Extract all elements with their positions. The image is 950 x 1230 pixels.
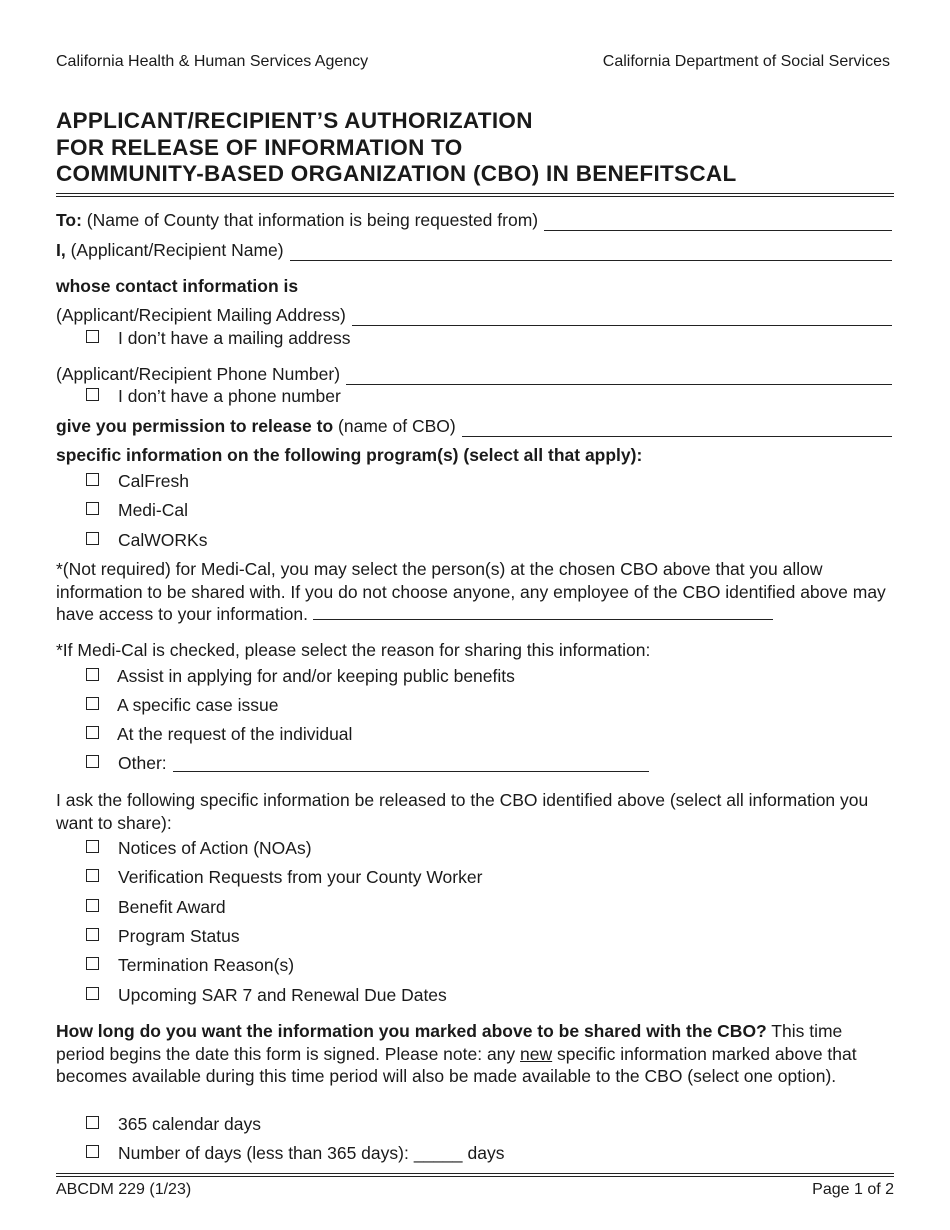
address-label: (Applicant/Recipient Mailing Address) xyxy=(56,305,346,325)
cbo-person-input-line[interactable] xyxy=(313,605,773,620)
program-checkbox-calworks[interactable] xyxy=(86,529,207,551)
info-checkbox-verification[interactable] xyxy=(86,866,482,888)
to-label-bold: To: xyxy=(56,210,82,230)
footer-divider xyxy=(56,1173,894,1177)
duration-text-a: This time period begins the date this form is signed. Please note: any xyxy=(56,1021,843,1064)
program-label: CalWORKs xyxy=(118,530,208,550)
info-label: Notices of Action (NOAs) xyxy=(118,838,312,858)
info-label: Verification Requests from your County Worker xyxy=(118,867,483,887)
cbo-field[interactable] xyxy=(56,415,892,437)
checkbox-box[interactable] xyxy=(86,755,99,768)
duration-option-label: Number of days (less than 365 days): xyxy=(118,1143,409,1163)
checkbox-box[interactable] xyxy=(86,899,99,912)
medi-cal-note-text: *(Not required) for Medi-Cal, you may select the person(s) at the chosen CBO above that you allow information to be shared with. If you do not choose anyone, any employee of the CBO identified above may have access to your information. xyxy=(56,559,886,624)
checkbox-box[interactable] xyxy=(86,957,99,970)
info-checkbox-benefit-award[interactable] xyxy=(86,896,226,918)
name-field[interactable] xyxy=(56,239,892,261)
other-input-line[interactable] xyxy=(173,755,649,772)
other-label: Other: xyxy=(118,753,167,773)
checkbox-box[interactable] xyxy=(86,840,99,853)
reason-label: Assist in applying for and/or keeping public benefits xyxy=(117,666,515,686)
duration-paragraph xyxy=(56,1020,892,1088)
checkbox-box[interactable] xyxy=(86,502,99,515)
address-input-line[interactable] xyxy=(352,309,892,326)
reason-label: A specific case issue xyxy=(117,695,279,715)
info-checkbox-program-status[interactable] xyxy=(86,925,240,947)
county-field[interactable] xyxy=(56,209,892,231)
checkbox-box[interactable] xyxy=(86,388,99,401)
duration-checkbox-custom[interactable] xyxy=(86,1142,504,1164)
agency-name: California Health & Human Services Agency xyxy=(56,53,369,70)
info-checkbox-termination[interactable] xyxy=(86,954,294,976)
reason-checkbox-assist[interactable] xyxy=(86,665,515,687)
duration-option-label: 365 calendar days xyxy=(118,1114,262,1134)
days-input-blank[interactable]: _____ xyxy=(413,1143,463,1163)
reason-checkbox-other[interactable] xyxy=(86,752,649,774)
info-label: Upcoming SAR 7 and Renewal Due Dates xyxy=(118,985,447,1005)
info-label: Benefit Award xyxy=(118,897,226,917)
checkbox-box[interactable] xyxy=(86,330,99,343)
cbo-input-line[interactable] xyxy=(462,420,892,437)
phone-label: (Applicant/Recipient Phone Number) xyxy=(56,364,341,384)
programs-heading: specific information on the following program(s) (select all that apply): xyxy=(56,445,643,465)
no-address-checkbox[interactable] xyxy=(86,327,351,349)
info-checkbox-sar7[interactable] xyxy=(86,984,447,1006)
checkbox-box[interactable] xyxy=(86,668,99,681)
checkbox-box[interactable] xyxy=(86,1145,99,1158)
title-line-2: FOR RELEASE OF INFORMATION TO xyxy=(56,134,463,160)
checkbox-box[interactable] xyxy=(86,532,99,545)
checkbox-box[interactable] xyxy=(86,1116,99,1129)
title-line-3: COMMUNITY-BASED ORGANIZATION (CBO) IN BENEFITSCAL xyxy=(56,161,737,186)
county-input-line[interactable] xyxy=(544,214,892,231)
program-checkbox-medi-cal[interactable] xyxy=(86,499,188,521)
reason-checkbox-case-issue[interactable] xyxy=(86,694,278,716)
checkbox-box[interactable] xyxy=(86,473,99,486)
checkbox-box[interactable] xyxy=(86,928,99,941)
checkbox-box[interactable] xyxy=(86,697,99,710)
program-checkbox-calfresh[interactable] xyxy=(86,470,189,492)
duration-question: How long do you want the information you marked above to be shared with the CBO? xyxy=(56,1021,767,1041)
duration-new: new xyxy=(520,1043,553,1064)
reason-label: At the request of the individual xyxy=(117,724,353,744)
information-heading: I ask the following specific information be released to the CBO identified above (select all information you want to share): xyxy=(56,790,869,833)
program-label: Medi-Cal xyxy=(118,500,189,520)
contact-heading: whose contact information is xyxy=(56,276,299,296)
program-label: CalFresh xyxy=(118,471,189,491)
i-label-bold: I, xyxy=(56,240,66,260)
checkbox-box[interactable] xyxy=(86,869,99,882)
name-label: (Applicant/Recipient Name) xyxy=(65,240,284,260)
form-id: ABCDM 229 (1/23) xyxy=(56,1181,192,1198)
medi-cal-note xyxy=(56,558,892,626)
days-suffix: days xyxy=(467,1143,505,1163)
info-checkbox-noas[interactable] xyxy=(86,837,312,859)
checkbox-box[interactable] xyxy=(86,726,99,739)
title-divider xyxy=(56,193,894,197)
cbo-label: (name of CBO) xyxy=(333,416,456,436)
form-title xyxy=(56,108,894,188)
reasons-heading: *If Medi-Cal is checked, please select the reason for sharing this information: xyxy=(56,640,651,660)
county-label: (Name of County that information is being requested from) xyxy=(81,210,539,230)
no-phone-checkbox[interactable] xyxy=(86,385,341,407)
checkbox-box[interactable] xyxy=(86,987,99,1000)
duration-text-b: specific information marked above that becomes available during this time period will also be made available to the CBO (select one option). xyxy=(56,1043,857,1086)
title-line-1: APPLICANT/RECIPIENT’S AUTHORIZATION xyxy=(56,108,533,133)
department-name: California Department of Social Services xyxy=(602,53,890,70)
address-field[interactable] xyxy=(56,304,892,326)
reason-checkbox-request[interactable] xyxy=(86,723,352,745)
phone-input-line[interactable] xyxy=(346,368,892,385)
info-label: Program Status xyxy=(118,926,240,946)
phone-field[interactable] xyxy=(56,363,892,385)
page-number: Page 1 of 2 xyxy=(812,1181,894,1198)
info-label: Termination Reason(s) xyxy=(118,955,295,975)
duration-checkbox-365[interactable] xyxy=(86,1113,261,1135)
permission-label-bold: give you permission to release to xyxy=(56,416,334,436)
no-address-label: I don’t have a mailing address xyxy=(118,328,351,348)
name-input-line[interactable] xyxy=(290,244,892,261)
no-phone-label: I don’t have a phone number xyxy=(118,386,341,406)
